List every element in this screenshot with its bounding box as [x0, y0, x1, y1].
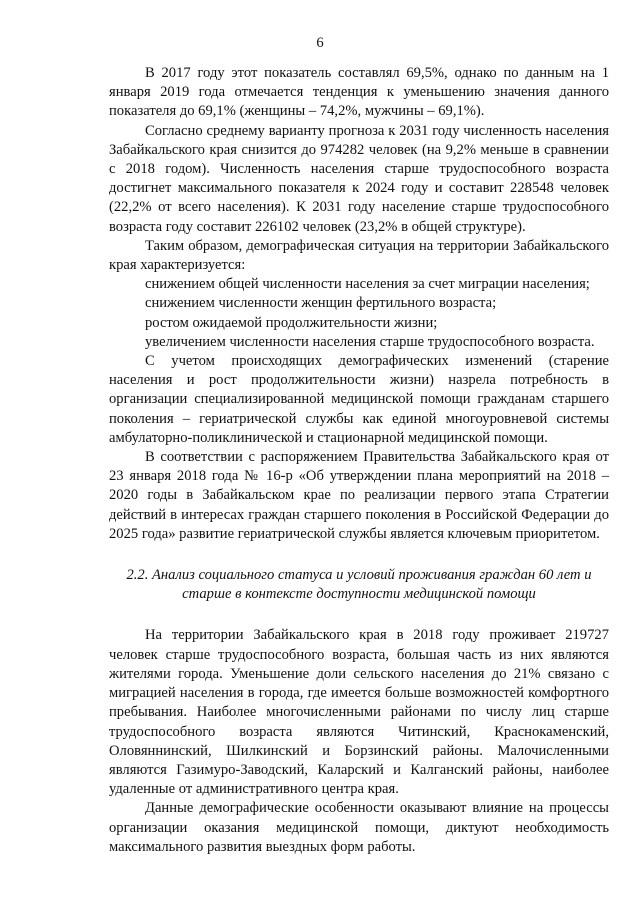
list-item: снижением численности женщин фертильного возраста;: [145, 295, 497, 312]
list-item: ростом ожидаемой продолжительности жизни;: [145, 314, 438, 331]
paragraph: Согласно среднему варианту прогноза к 2031 году численность населения Забайкальского края снизится до 974282 человек (на 9,2% меньше в сравнении с 2018 годом). Численность населения старше трудоспособного возраста достигнет максимального показателя к 2024 году и составит 228548 человек (22,2% от всего населения). К 2031 году население старше трудоспособного возраста году составит 226102 человек (23,2% в общей структуре).: [109, 122, 609, 235]
paragraph: Таким образом, демографическая ситуация на территории Забайкальского края характеризуется:: [109, 237, 609, 274]
list-item: увеличением численности населения старше трудоспособного возраста.: [145, 333, 595, 350]
section-heading: 2.2. Анализ социального статуса и условий проживания граждан 60 лет и старше в контексте доступности медицинской помощи: [126, 567, 592, 603]
page-number: 6: [316, 35, 324, 51]
paragraph: В 2017 году этот показатель составлял 69,5%, однако по данным на 1 января 2019 года отмечается тенденция к уменьшению значения данного показателя до 69,1% (женщины – 74,2%, мужчины – 69,1%).: [109, 65, 609, 120]
body-text: [109, 64, 609, 857]
paragraph: С учетом происходящих демографических изменений (старение населения и рост продолжительности жизни) назрела потребность в организации специализированной медицинской помощи гражданам старшего поколения – гериатрической службы как единой многоуровневой системы амбулаторно-поликлинической и стационарной медицинской помощи.: [109, 353, 609, 446]
paragraph: В соответствии с распоряжением Правительства Забайкальского края от 23 января 2018 года № 16-р «Об утверждении плана мероприятий на 2018 – 2020 годы в Забайкальском крае по реализации первого этапа Стратегии действий в интересах граждан старшего поколения в Российской Федерации до 2025 года» развитие гериатрической службы является ключевым приоритетом.: [109, 449, 609, 542]
list-item: снижением общей численности населения за счет миграции населения;: [145, 276, 590, 293]
paragraph: На территории Забайкальского края в 2018 году проживает 219727 человек старше трудоспособного возраста, большая часть из них являются жителями города. Уменьшение доли сельского населения до 21% связано с миграцией населения в города, где имеется больше возможностей комфортного пребывания. Наиболее многочисленными районами по числу лиц старше трудоспособного возраста являются Читинский, Краснокаменский, Оловяннинский, Шилкинский и Борзинский районы. Малочисленными являются Газимуро-Заводский, Каларский и Калганский районы, наиболее удаленные от административного центра края.: [109, 627, 609, 798]
paragraph: Данные демографические особенности оказывают влияние на процессы организации оказания медицинской помощи, диктуют необходимость максимального развития выездных форм работы.: [109, 800, 609, 855]
